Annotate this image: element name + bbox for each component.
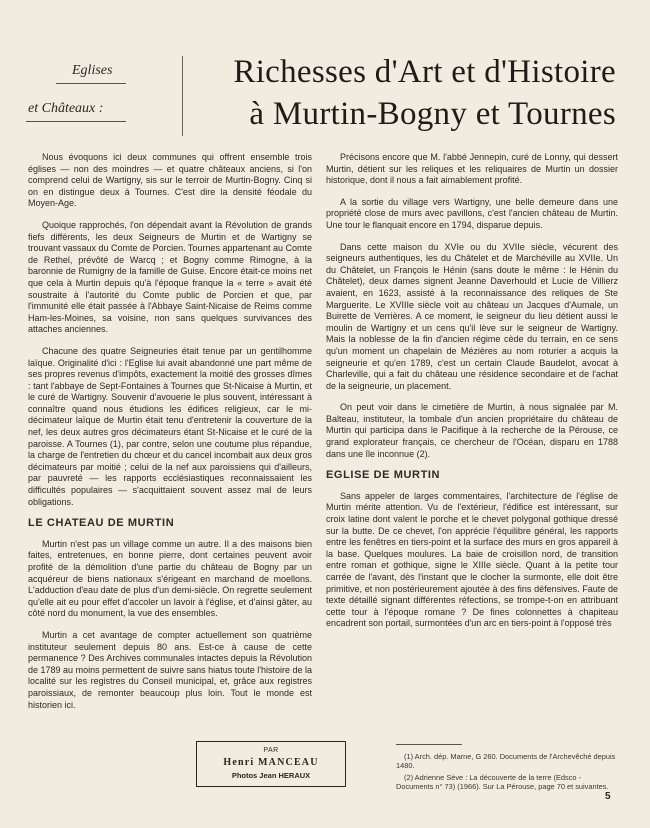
- footnote-1: (1) Arch. dép. Marne, G 260. Documents de l'Archevêché depuis 1480.: [396, 752, 616, 771]
- kicker-rule-bottom: [26, 121, 126, 122]
- photo-credit: Photos Jean HERAUX: [231, 771, 311, 780]
- header-divider: [182, 56, 183, 136]
- author-credit-box: [196, 741, 346, 787]
- paragraph: A la sortie du village vers Wartigny, une belle demeure dans une propriété close de murs avec pavillons, c'est l'ancien château de Murtin. Une tour le flanquait encore en 1794, disparue depuis.: [326, 196, 618, 230]
- footnote-rule: [396, 744, 462, 745]
- paragraph: Murtin a cet avantage de compter actuellement son quatrième instituteur seulement depuis 80 ans. Est-ce à cause de cette permanence ? Des Archives communales intactes depuis la Révolution de 1789 au moins permettent de suivre sans hiatus toute l'histoire de la localité sur les registres du Conseil municipal, et, grâce aux registres paroissiaux, de remonter beaucoup plus loin. Tout le monde est historien ici.: [28, 629, 312, 710]
- text-column-right: [326, 152, 618, 640]
- footnotes: [396, 752, 618, 793]
- author-name: Henri MANCEAU: [223, 757, 319, 768]
- text-column-left: [28, 152, 312, 721]
- paragraph: Dans cette maison du XVIe ou du XVIIe siècle, vécurent des seigneurs authentiques, les du Châtelet et de Marchéville au XVIIe. Un du Châtelet, un François le Hénin (sans doute le même : le Hénin du Châtelet), deux dames signent Jeanne Daverhould et Lucie de Villierz avaient, en 1623, assisté à la reconnaissance des reliques de Ste Marguerite. Le XVIIIe siècle voit au château un Jacques d'Aumale, un Buirette de Verrières. A ce moment, le seigneur du lieu détient aussi le moulin de Wartigny et un cens qu'il lève sur le seigneur de Wartigny. Mais la noblesse de la fin d'ancien régime cède du terrain, en ce sens qu'un moment un chapelain de Mézières au nom roturier a acquis la seigneurie et qu'en 1789, c'est un certain Claude Baudelot, avocat à Charleville, qui a fait du château une résidence secondaire et de l'achat de la seigneurie, un placement.: [326, 241, 618, 391]
- section-kicker-eglises: Eglises: [72, 63, 113, 78]
- paragraph: On peut voir dans le cimetière de Murtin, à nous signalée par M. Balteau, instituteur, la tombale d'un ancien propriétaire du château de Murtin qui participa dans le Pacifique à la recherche de la Pérouse, ce grand explorateur français, ce chercheur de l'Océan, disparu en 1788 dans une île inconnue (2).: [326, 402, 618, 459]
- article-title-line-1: Richesses d'Art et d'Histoire: [233, 54, 616, 90]
- paragraph: Nous évoquons ici deux communes qui offrent ensemble trois églises — non des moindres — et quatre châteaux anciens, si l'on comprend celui de Wartigny, sis sur le terroir de Murtin-Bogny. Cinq si on en distingue deux à Tournes. C'est dire la densité féodale du Moyen-Age.: [28, 152, 312, 209]
- paragraph: Chacune des quatre Seigneuries était tenue par un gentilhomme laïque. Originalité d'ici : l'Eglise lui avait abandonné une part même de ses propres revenus d'impôts, exactement la moitié des grosses dîmes : tant l'abbaye de Sept-Fontaines à Tournes que St-Nicaise à Murtin, et le curé de Wartigny. Souvenir d'avouerie le plus souvent, intéressant à connaître quand nous étudions les édifices religieux, car le mi-décimateur laïque de Murtin était tenu d'entretenir la couverture de la nef, les deux autres gros décimateurs étant St-Nicaise et le curé de la paroisse. A Tournes (1), par contre, selon une coutume plus répandue, la charge de l'entretien du chœur et du cancel incombait aux deux gros décimateurs par moitié ; celui de la nef aux paroissiens qui d'ailleurs, par pauvreté — les rapports ecclésiastiques reconnaissaient les difficultés populaires — s'acquittaient souvent assez mal de leurs obligations.: [28, 345, 312, 507]
- article-title-line-2: à Murtin-Bogny et Tournes: [249, 96, 616, 132]
- section-heading-chateau: LE CHATEAU DE MURTIN: [28, 517, 175, 530]
- paragraph: Murtin n'est pas un village comme un autre. Il a des maisons bien faites, entretenues, en bonne pierre, dont certaines peuvent avoir profité de la démolition d'une partie du château de Bogny par un acquéreur de biens nationaux s'érigeant en marchand de moellons. L'adduction d'eau date de plus d'un demi-siècle. On regrette seulement qu'elle ait eu pour effet d'accoler un lavoir à l'église, et d'ainsi gâter, au côté nord du monument, la vue des ensembles.: [28, 538, 312, 619]
- paragraph: Quoique rapprochés, l'on dépendait avant la Révolution de grands fiefs différents, les deux Seigneurs de Murtin et de Wartigny se trouvant vassaux du Comte de Porcien. Tournes appartenant au Comte de Rethel, prévôté de Warcq ; et Bogny comme Rimogne, à la baronnie de Rumigny de la famille de Guise. Encore était-ce moins net que cela à Murtin depuis qu'à l'époque franque la « terre » avait été soustraite à l'autorité du Comte public de Porcien et que, par l'immunité elle était passée à l'Abbaye Saint-Nicaise de Reims comme Ham-les-Moines, sa voisine, non sans quelques survivances des attaches anciennes.: [28, 219, 313, 335]
- paragraph: Sans appeler de larges commentaires, l'architecture de l'église de Murtin mérite attention. Vu de l'extérieur, l'édifice est intéressant, sur croix latine dont valent le porche et le chevet polygonal gothique dressé sur la butte. De ce chevet, l'on apprécie l'équilibre général, les rapports entre les fenêtres en tiers-point et la surface des murs en gros appareil à la base. Quelques moulures. La baie de croisillon nord, de transition entre roman et gothique, signe le XIIIe siècle. Quant à la petite tour carrée de l'avant, dès l'instant que le clocher la surmonte, elle doit être primitive, et non postérieurement ajoutée à des fins défensives. Faute de texte détaillé signant différentes réfections, se trompe-t-on en attribuant cette tour à l'époque romane ? De fines colonnettes à chapiteau encadrent son portail, surmontées d'un arc en tiers-point à l'opposé très: [326, 490, 618, 629]
- page-number: 5: [605, 791, 611, 802]
- credit-par: PAR: [263, 747, 279, 754]
- section-kicker-chateaux: et Châteaux :: [28, 101, 104, 116]
- paragraph: Précisons encore que M. l'abbé Jennepin, curé de Lonny, qui dessert Murtin, détient sur les reliques et les reliquaires de Murtin un dossier historique, dont il nous a fait aimablement profité.: [326, 152, 618, 186]
- kicker-rule-top: [56, 83, 126, 84]
- footnote-2: (2) Adrienne Sève : La découverte de la terre (Edsco - Documents n° 73) (1966). Sur La Pérouse, page 70 et suivantes.: [396, 772, 609, 791]
- section-heading-eglise: EGLISE DE MURTIN: [326, 469, 441, 482]
